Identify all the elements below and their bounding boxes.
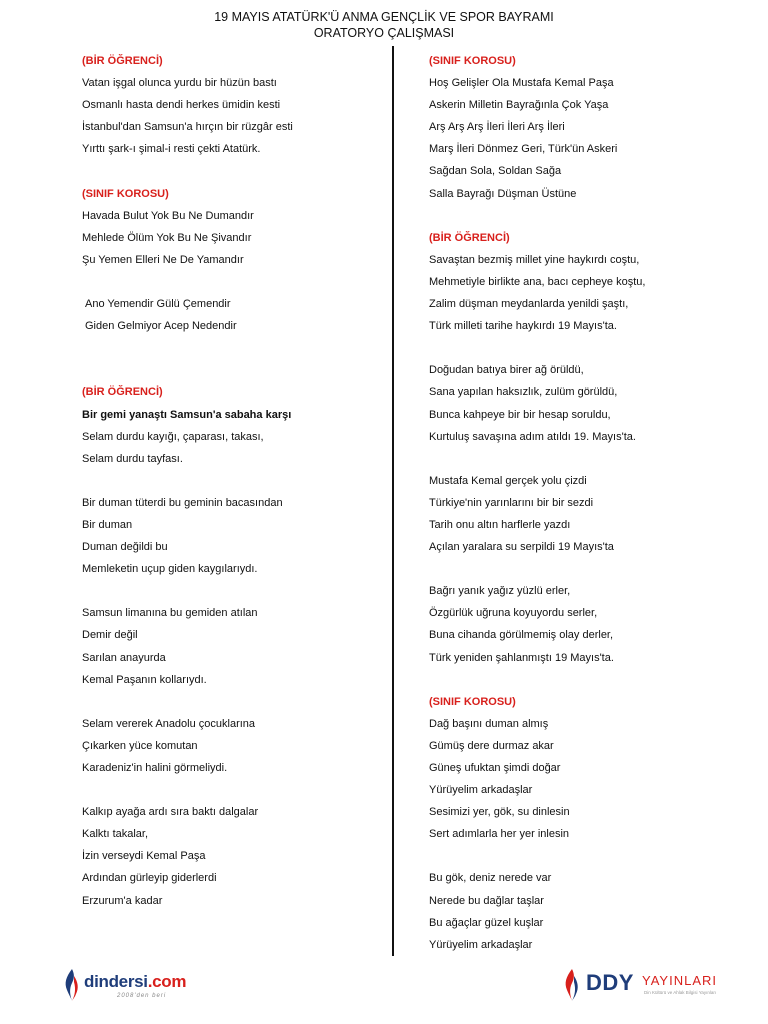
dindersi-tld: .com (147, 972, 187, 991)
verse-line: Sert adımlarla her yer inlesin (429, 828, 570, 841)
verse-line: Selam vererek Anadolu çocuklarına (82, 717, 256, 730)
verse-line: Gümüş dere durmaz akar (429, 739, 554, 752)
verse-line: İzin verseydi Kemal Paşa (82, 850, 206, 863)
verse-line: Giden Gelmiyor Acep Nedendir (85, 320, 237, 333)
flame-icon (562, 968, 582, 1002)
blank-line (429, 337, 729, 359)
verse-line: İstanbul'dan Samsun'a hırçın bir rüzgâr esti (82, 121, 293, 134)
verse-line: Yırttı şark-ı şimal-i resti çekti Atatürk. (82, 143, 261, 156)
blank-line (429, 205, 729, 227)
verse-line: Havada Bulut Yok Bu Ne Dumandır (82, 209, 254, 222)
verse-line: Duman değildi bu (82, 541, 168, 554)
blank-line (429, 448, 729, 470)
speaker-heading: (BİR ÖĞRENCİ) (82, 55, 163, 67)
blank-line (82, 337, 382, 359)
ddy-suffix: YAYINLARI (642, 973, 717, 988)
verse-line: Açılan yaralara su serpildi 19 Mayıs'ta (429, 541, 614, 554)
verse-line: Bunca kahpeye bir bir hesap soruldu, (429, 408, 611, 421)
verse-line: Sarılan anayurda (82, 651, 166, 664)
verse-line: Güneş ufuktan şimdi doğar (429, 762, 561, 774)
dindersi-tagline: 2008'den beri (117, 993, 167, 999)
verse-line: Sana yapılan haksızlık, zulüm görüldü, (429, 386, 618, 399)
blank-line (429, 845, 729, 867)
verse-line: Sesimizi yer, gök, su dinlesin (429, 806, 570, 819)
left-column (82, 50, 382, 912)
flame-icon (62, 968, 82, 1002)
blank-line (82, 271, 382, 293)
verse-line: Ano Yemendir Gülü Çemendir (85, 298, 231, 311)
document-title (0, 9, 768, 41)
verse-line: Bir duman (82, 518, 133, 531)
verse-line: Türkiye'nin yarınlarını bir bir sezdi (429, 496, 594, 509)
verse-line: Karadeniz'in halini görmeliydi. (82, 762, 228, 774)
verse-line: Selam durdu kayığı, çaparası, takası, (82, 430, 264, 443)
blank-line (429, 558, 729, 580)
ddy-tagline: Din Kültürü ve Ahlak Bilgisi Yayınları (644, 990, 717, 995)
dindersi-wordmark (84, 972, 186, 992)
title-line-2: ORATORYO ÇALIŞMASI (313, 26, 455, 40)
verse-line: Tarih onu altın harflerle yazdı (429, 518, 571, 531)
verse-line: Türk milleti tarihe haykırdı 19 Mayıs'ta. (429, 320, 617, 333)
right-column (429, 50, 729, 956)
verse-line: Marş İleri Dönmez Geri, Türk'ün Askeri (429, 143, 618, 156)
speaker-heading: (BİR ÖĞRENCİ) (429, 231, 510, 244)
blank-line (82, 779, 382, 801)
verse-line: Zalim düşman meydanlarda yenildi şaştı, (429, 298, 629, 311)
verse-line: Selam durdu tayfası. (82, 452, 183, 465)
verse-line: Sağdan Sola, Soldan Sağa (429, 165, 562, 178)
verse-line: Erzurum'a kadar (82, 894, 163, 907)
verse-line: Mustafa Kemal gerçek yolu çizdi (429, 474, 587, 487)
verse-line: Nerede bu dağlar taşlar (429, 894, 544, 907)
ddy-logo (560, 966, 750, 1006)
verse-line: Şu Yemen Elleri Ne De Yamandır (82, 253, 244, 266)
verse-line: Arş Arş Arş İleri İleri Arş İleri (429, 121, 565, 134)
verse-line: Savaştan bezmiş millet yine haykırdı coştu, (429, 253, 640, 266)
verse-line: Bir gemi yanaştı Samsun'a sabaha karşı (82, 408, 292, 421)
dindersi-logo (62, 966, 262, 1006)
verse-line: Bir duman tüterdi bu geminin bacasından (82, 496, 283, 509)
verse-line: Vatan işgal olunca yurdu bir hüzün bastı (82, 77, 277, 90)
verse-line: Mehmetiyle birlikte ana, bacı cepheye koştu, (429, 275, 646, 288)
verse-line: Türk yeniden şahlanmıştı 19 Mayıs'ta. (429, 651, 614, 664)
verse-line: Hoş Gelişler Ola Mustafa Kemal Paşa (429, 77, 614, 90)
title-line-1: 19 MAYIS ATATÜRK'Ü ANMA GENÇLİK VE SPOR BAYRAMI (214, 10, 554, 24)
verse-line: Doğudan batıya birer ağ örüldü, (429, 364, 584, 377)
verse-line: Bağrı yanık yağız yüzlü erler, (429, 585, 571, 598)
ddy-wordmark: DDY (586, 970, 634, 995)
verse-line: Demir değil (82, 629, 138, 642)
verse-line: Osmanlı hasta dendi herkes ümidin kesti (82, 99, 281, 112)
verse-line: Yürüyelim arkadaşlar (429, 938, 533, 951)
verse-line: Salla Bayrağı Düşman Üstüne (429, 187, 577, 200)
verse-line: Bu gök, deniz nerede var (429, 872, 552, 885)
speaker-heading: (BİR ÖĞRENCİ) (82, 386, 163, 399)
verse-line: Dağ başını duman almış (429, 717, 549, 730)
verse-line: Kalkıp ayağa ardı sıra baktı dalgalar (82, 806, 259, 819)
verse-line: Mehlede Ölüm Yok Bu Ne Şivandır (82, 231, 252, 244)
speaker-heading: (SINIF KOROSU) (82, 187, 169, 200)
verse-line: Yürüyelim arkadaşlar (429, 784, 533, 797)
verse-line: Askerin Milletin Bayrağınla Çok Yaşa (429, 99, 609, 112)
verse-line: Buna cihanda görülmemiş olay derler, (429, 629, 614, 642)
verse-line: Bu ağaçlar güzel kuşlar (429, 916, 544, 929)
blank-line (82, 160, 382, 182)
verse-line: Çıkarken yüce komutan (82, 739, 198, 752)
speaker-heading: (SINIF KOROSU) (429, 55, 516, 67)
column-divider (392, 46, 394, 956)
verse-line: Kurtuluş savaşına adım atıldı 19. Mayıs'ta. (429, 430, 636, 443)
speaker-heading: (SINIF KOROSU) (429, 695, 516, 708)
verse-line: Özgürlük uğruna koyuyordu serler, (429, 607, 598, 620)
verse-line: Kemal Paşanın kollarıydı. (82, 673, 207, 686)
blank-line (82, 359, 382, 381)
verse-line: Memleketin uçup giden kaygılarıydı. (82, 563, 258, 576)
verse-line: Ardından gürleyip giderlerdi (82, 872, 217, 885)
blank-line (82, 470, 382, 492)
dindersi-name: dindersi (84, 972, 148, 991)
blank-line (429, 669, 729, 691)
blank-line (82, 580, 382, 602)
blank-line (82, 691, 382, 713)
verse-line: Kalktı takalar, (82, 828, 149, 841)
verse-line: Samsun limanına bu gemiden atılan (82, 607, 258, 620)
